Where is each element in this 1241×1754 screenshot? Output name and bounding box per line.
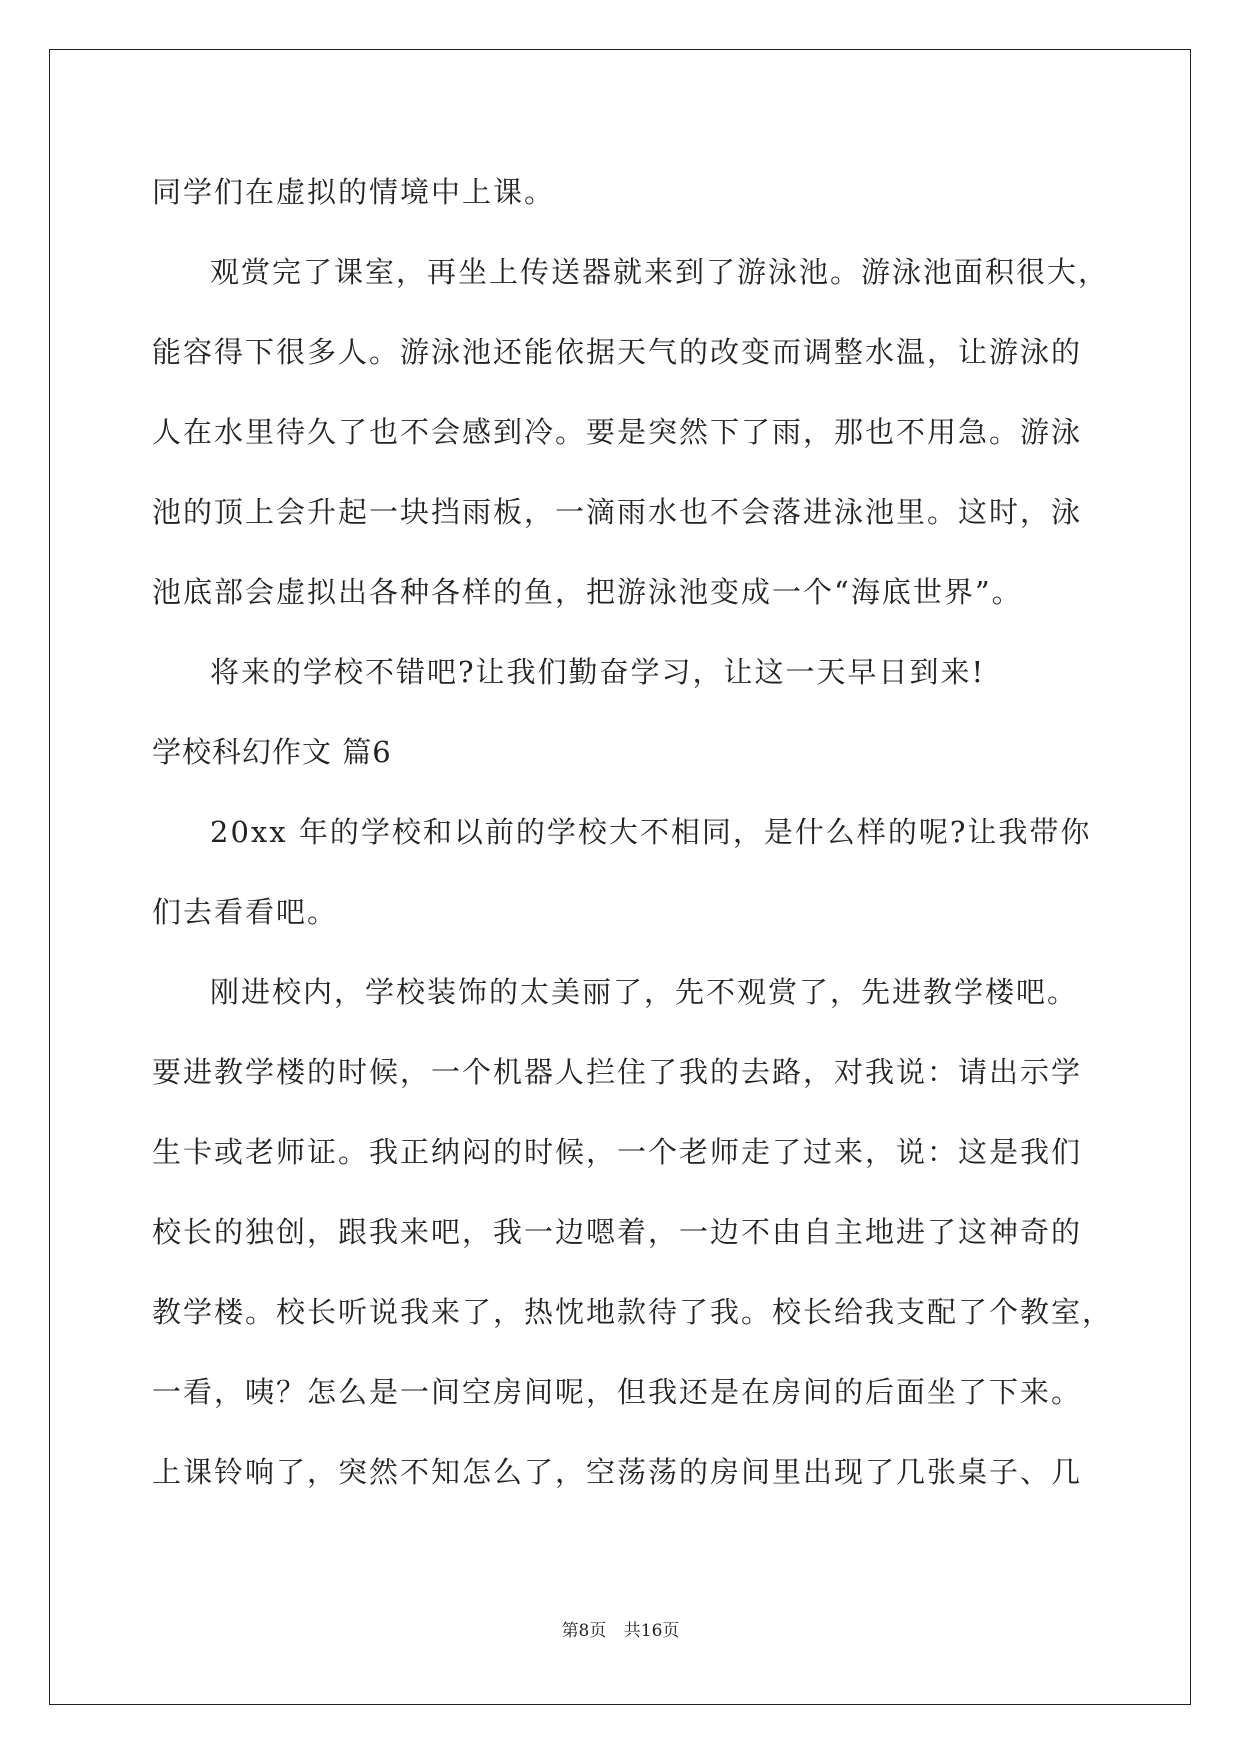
text-line: 池底部会虚拟出各种各样的鱼，把游泳池变成一个“海底世界”。 [152, 575, 1023, 609]
text-line: 刚进校内，学校装饰的太美丽了，先不观赏了，先进教学楼吧。 [210, 975, 1079, 1009]
text-line: 池的顶上会升起一块挡雨板，一滴雨水也不会落进泳池里。这时，泳 [152, 495, 1083, 529]
text-line: 观赏完了课室，再坐上传送器就来到了游泳池。游泳池面积很大， [210, 255, 1110, 289]
text-line: 教学楼。校长听说我来了，热忱地款待了我。校长给我支配了个教室， [152, 1295, 1114, 1329]
text-line: 上课铃响了，突然不知怎么了，空荡荡的房间里出现了几张桌子、几 [152, 1455, 1083, 1489]
text-line: 生卡或老师证。我正纳闷的时候，一个老师走了过来，说：这是我们 [152, 1135, 1083, 1169]
text-line: 能容得下很多人。游泳池还能依据天气的改变而调整水温，让游泳的 [152, 335, 1083, 369]
section-heading: 学校科幻作文 篇6 [152, 735, 392, 769]
text-line: 同学们在虚拟的情境中上课。 [152, 175, 556, 209]
text-line: 校长的独创，跟我来吧，我一边嗯着，一边不由自主地进了这神奇的 [152, 1215, 1083, 1249]
text-line: 一看，咦？怎么是一间空房间呢，但我还是在房间的后面坐了下来。 [152, 1375, 1083, 1409]
text-line: 要进教学楼的时候，一个机器人拦住了我的去路，对我说：请出示学 [152, 1055, 1083, 1089]
text-line: 20xx 年的学校和以前的学校大不相同，是什么样的呢?让我带你 [210, 815, 1092, 849]
text-line: 将来的学校不错吧?让我们勤奋学习，让这一天早日到来! [210, 655, 986, 689]
page-total: 共16页 [623, 1621, 680, 1641]
page-footer [0, 1620, 1241, 1642]
text-line: 人在水里待久了也不会感到冷。要是突然下了雨，那也不用急。游泳 [152, 415, 1083, 449]
page-number: 第8页 [561, 1621, 607, 1641]
text-line: 们去看看吧。 [152, 895, 339, 929]
